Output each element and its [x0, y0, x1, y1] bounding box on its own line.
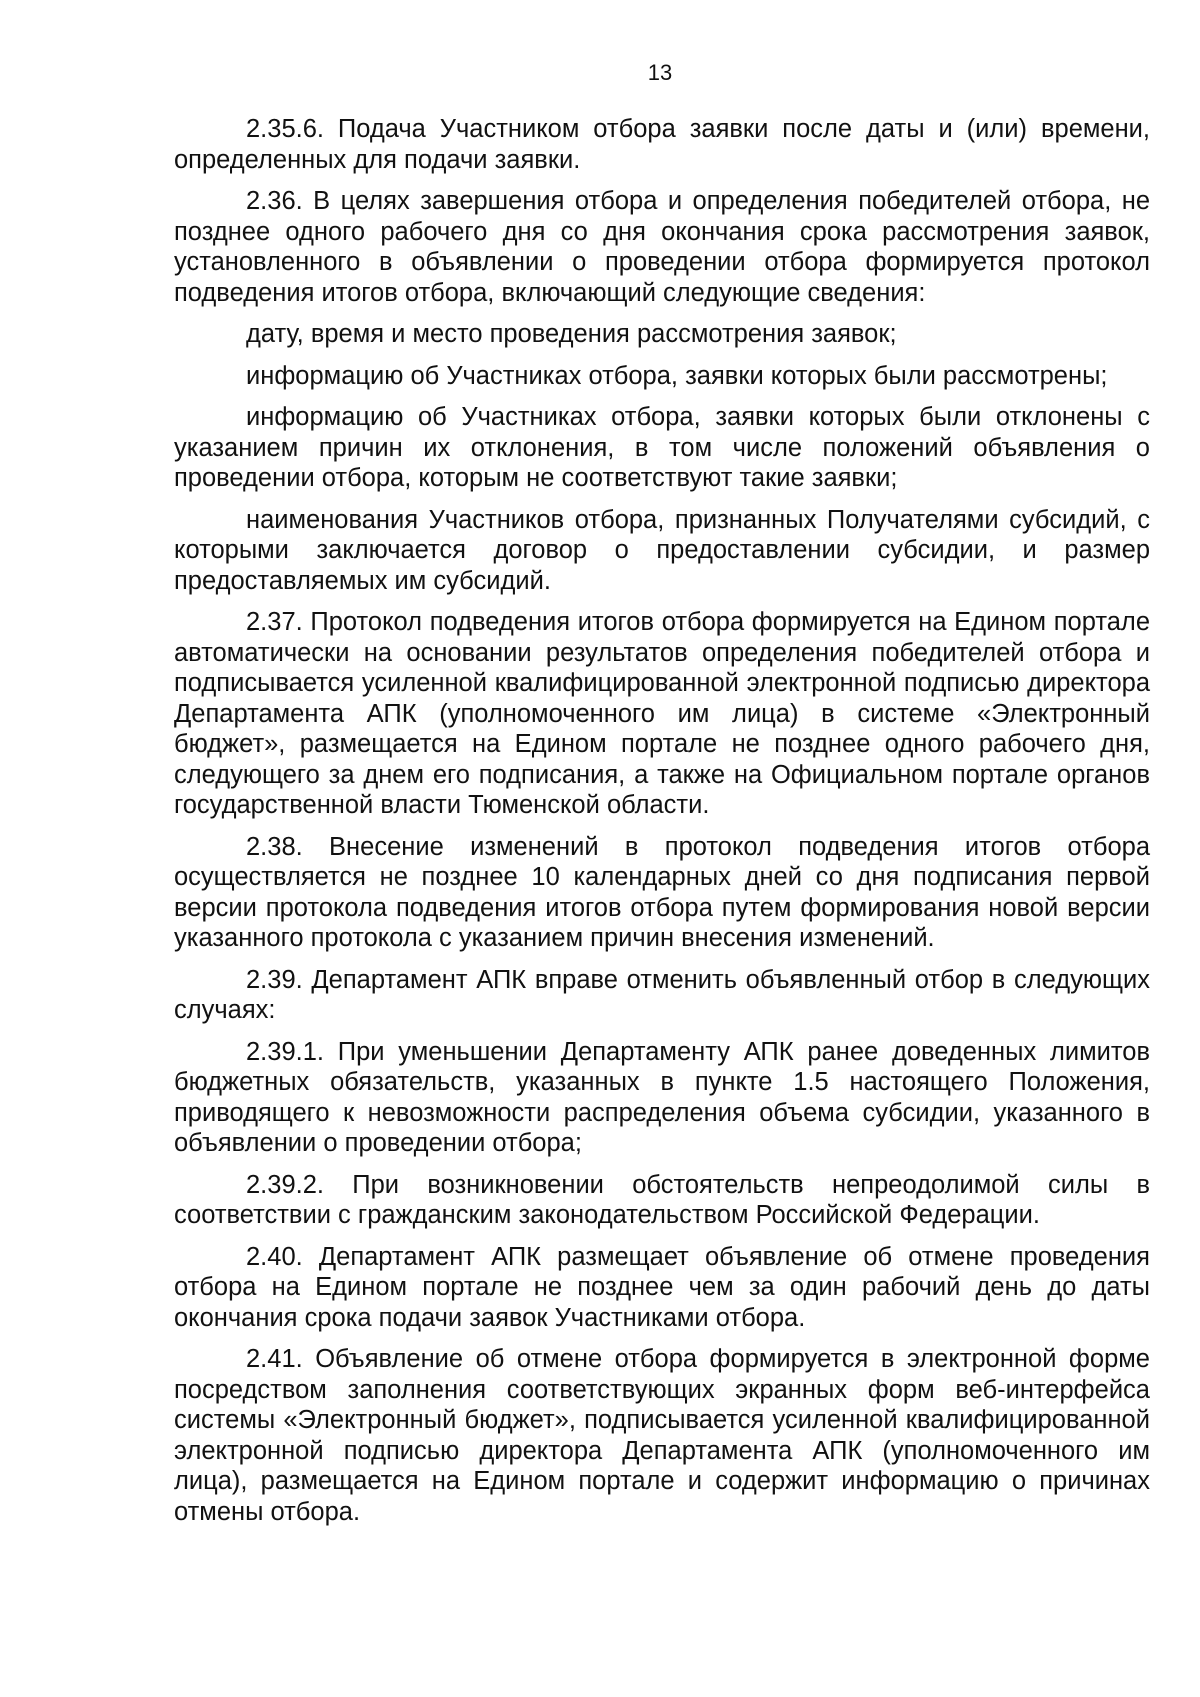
list-item-date-time-place: дату, время и место проведения рассмотрения заявок; [246, 320, 897, 348]
paragraph-2-39-1: 2.39.1. При уменьшении Департаменту АПК ранее доведенных лимитов бюджетных обязательств, указанных в пункте 1.5 настоящего Положения, приводящего к невозможности распределения объема субсидии, указанного в объявлении о проведении отбора; [174, 1037, 1150, 1157]
paragraph-2-40: 2.40. Департамент АПК размещает объявление об отмене проведения отбора на Едином портале не позднее чем за один рабочий день до даты окончания срока подачи заявок Участниками отбора. [174, 1242, 1150, 1332]
list-item-reviewed-participants: информацию об Участниках отбора, заявки которых были рассмотрены; [246, 361, 1108, 390]
paragraph-2-39: 2.39. Департамент АПК вправе отменить объявленный отбор в следующих случаях: [174, 965, 1150, 1024]
list-item-subsidy-recipients: наименования Участников отбора, признанных Получателями субсидий, с которыми заключается договор о предоставлении субсидии, и размер предоставляемых им субсидий. [174, 505, 1150, 595]
list-item-rejected-participants: информацию об Участниках отбора, заявки которых были отклонены с указанием причин их отклонения, в том числе положений объявления о проведении отбора, которым не соответствуют такие заявки; [174, 403, 1150, 492]
page-number: 13 [647, 60, 673, 85]
paragraph-2-39-2: 2.39.2. При возникновении обстоятельств непреодолимой силы в соответствии с гражданским законодательством Российской Федерации. [174, 1170, 1150, 1229]
paragraph-2-36: 2.36. В целях завершения отбора и определения победителей отбора, не позднее одного рабочего дня со дня окончания срока рассмотрения заявок, установленного в объявлении о проведении отбора формируется протокол подведения итогов отбора, включающий следующие сведения: [174, 187, 1150, 307]
paragraph-2-41: 2.41. Объявление об отмене отбора формируется в электронной форме посредством заполнения соответствующих экранных форм веб-интерфейса системы «Электронный бюджет», подписывается усиленной квалифицированной электронной подписью директора Департамента АПК (уполномоченного им лица), размещается на Едином портале и содержит информацию о причинах отмены отбора. [174, 1345, 1150, 1526]
paragraph-2-35-6: 2.35.6. Подача Участником отбора заявки после даты и (или) времени, определенных для подачи заявки. [174, 115, 1150, 174]
document-body [174, 114, 1150, 1538]
paragraph-2-37: 2.37. Протокол подведения итогов отбора формируется на Едином портале автоматически на основании результатов определения победителей отбора и подписывается усиленной квалифицированной электронной подписью директора Департамента АПК (уполномоченного им лица) в системе «Электронный бюджет», размещается на Едином портале не позднее одного рабочего дня, следующего за днем его подписания, а также на Официальном портале органов государственной власти Тюменской области. [174, 608, 1150, 819]
paragraph-2-38: 2.38. Внесение изменений в протокол подведения итогов отбора осуществляется не позднее 10 календарных дней со дня подписания первой версии протокола подведения итогов отбора путем формирования новой версии указанного протокола с указанием причин внесения изменений. [174, 832, 1150, 952]
